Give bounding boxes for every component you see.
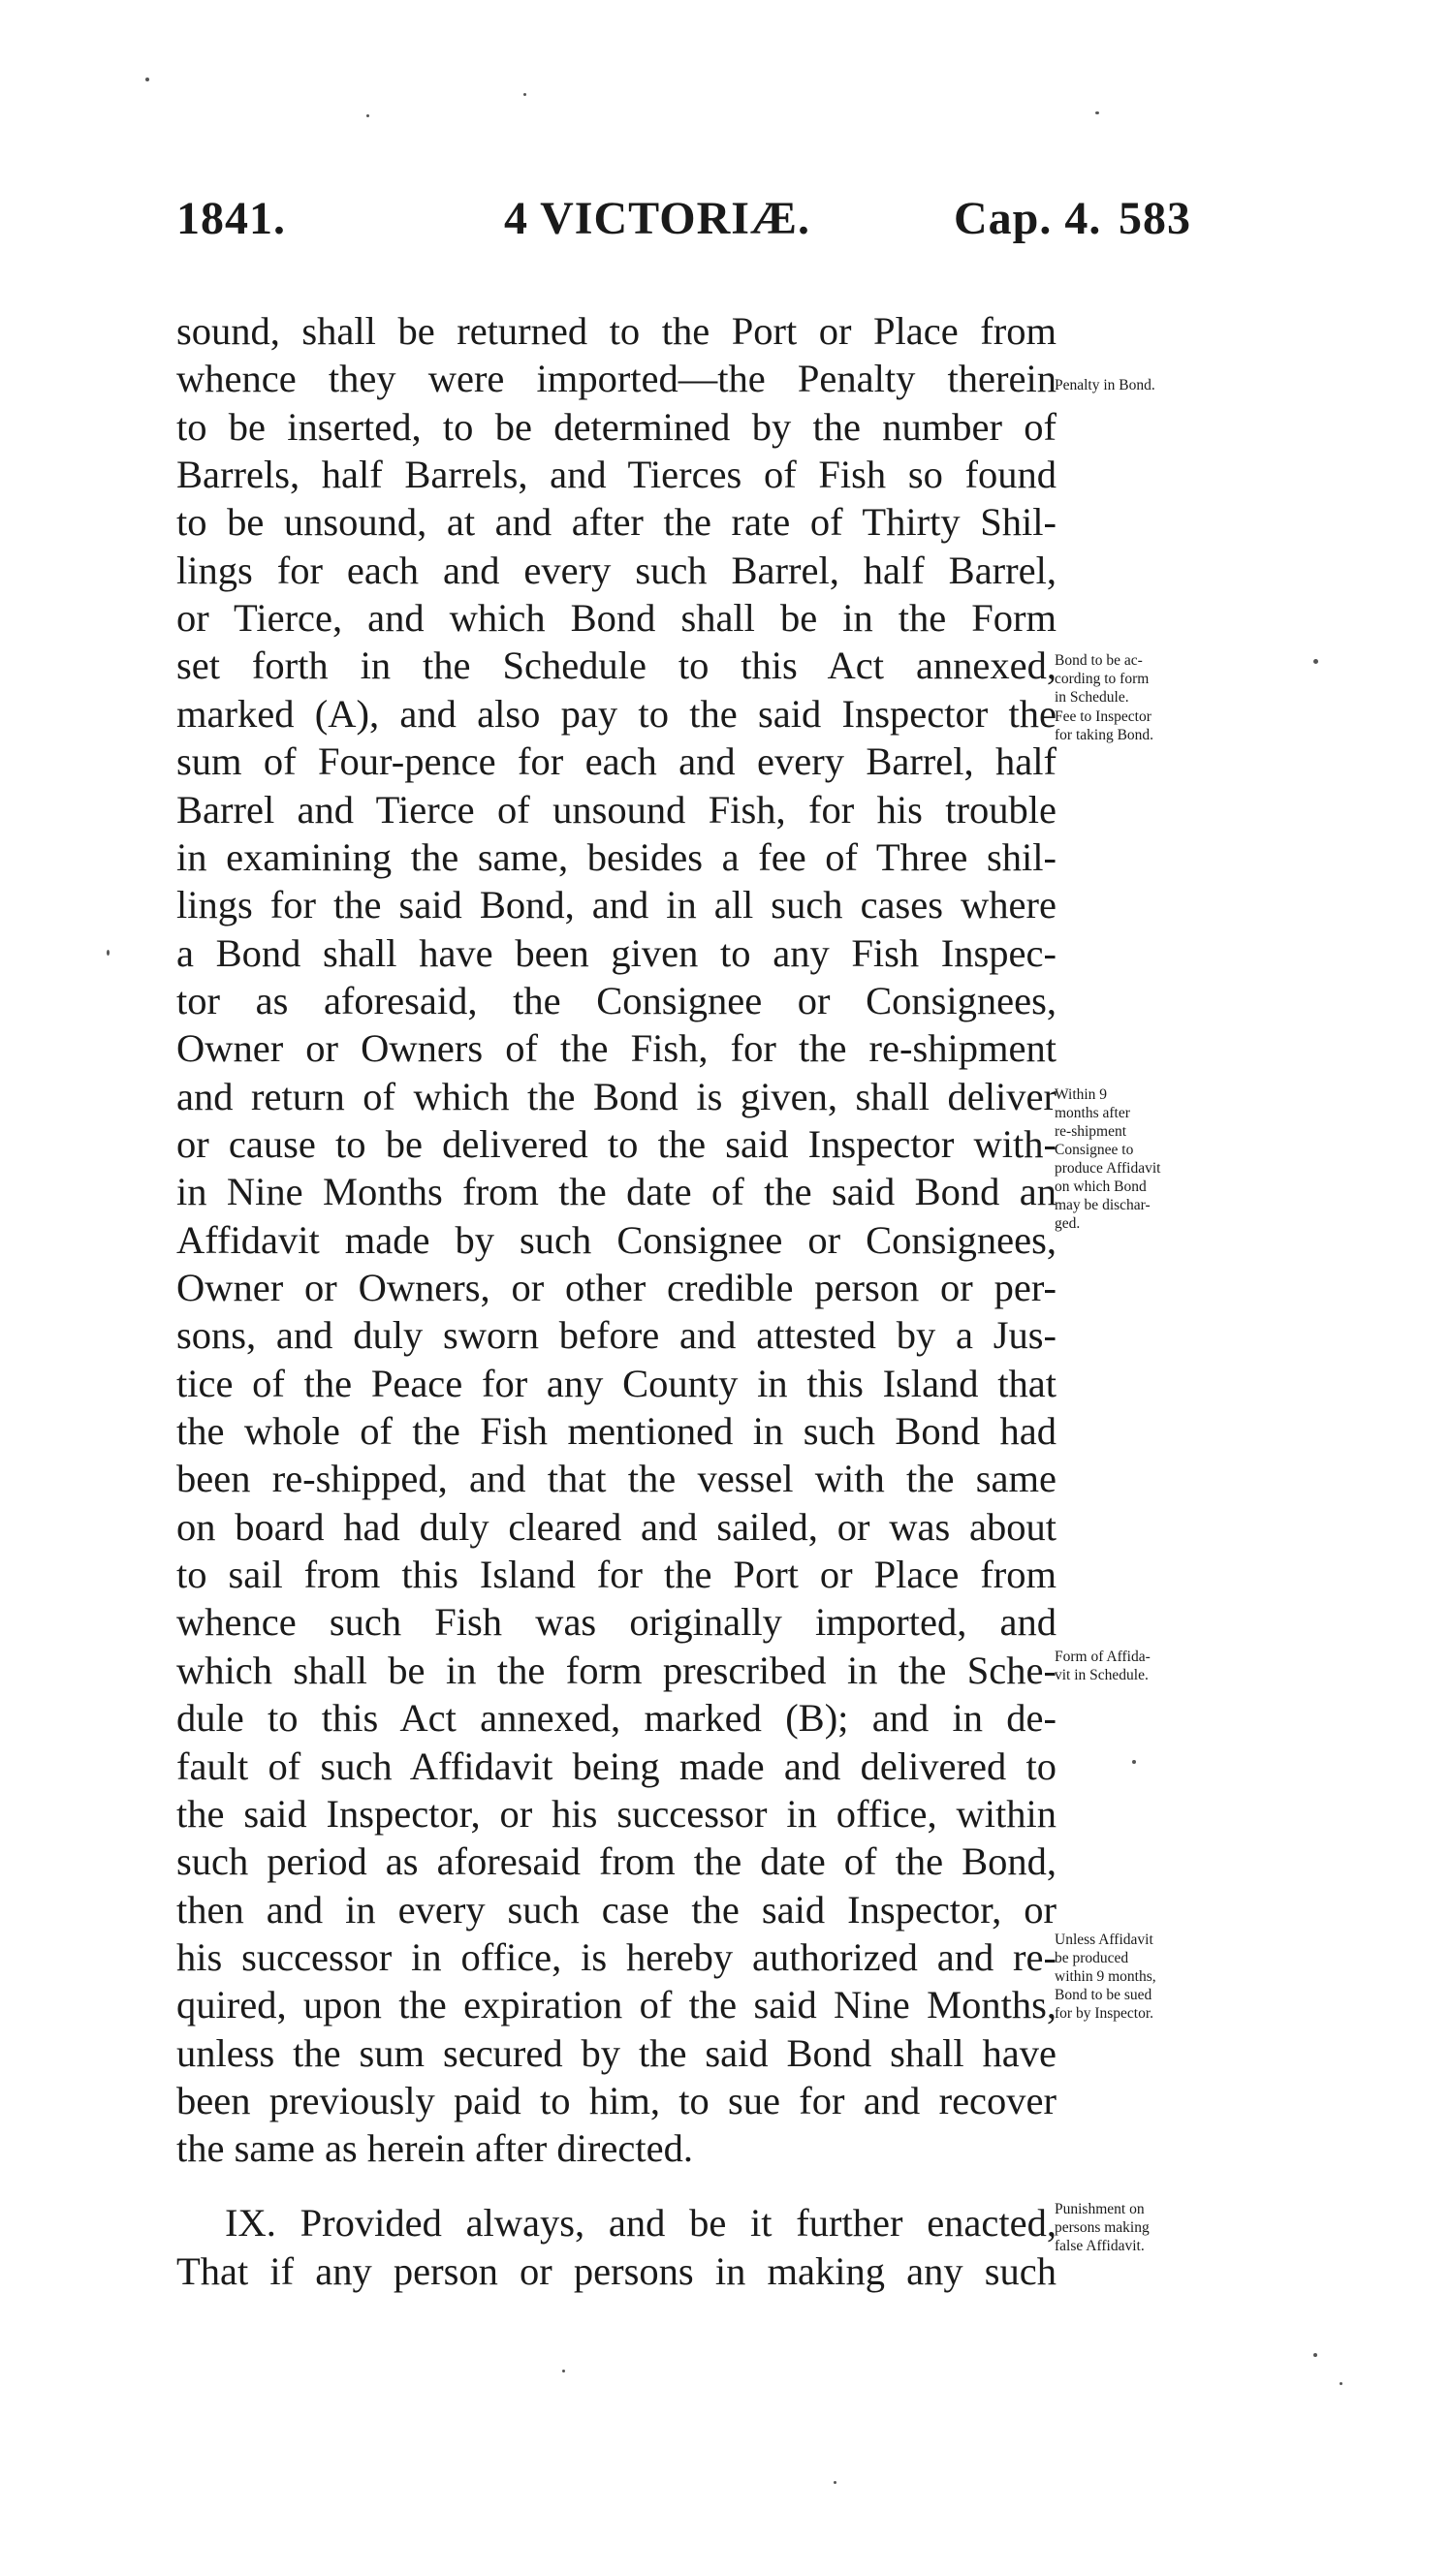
marginal-note [1055, 1648, 1248, 1684]
body-line: the whole of the Fish mentioned in such Bond had [176, 1409, 1057, 1454]
body-line: whence such Fish was originally imported, and [176, 1600, 1057, 1645]
marginal-note-line: Consignee to [1055, 1142, 1134, 1158]
marginal-note-line: Fee to Inspector [1055, 708, 1151, 725]
body-line: a Bond shall have been given to any Fish Inspec- [176, 930, 1057, 975]
body-line: in examining the same, besides a fee of Three shil- [176, 834, 1057, 879]
body-line: or cause to be delivered to the said Inspector with- [176, 1121, 1057, 1166]
body-line: which shall be in the form prescribed in the Sche- [176, 1648, 1057, 1692]
body-line: set forth in the Schedule to this Act annexed, [176, 644, 1057, 688]
marginal-note [1055, 1931, 1248, 2023]
marginal-note-line: Within 9 [1055, 1086, 1108, 1103]
body-line: Barrels, half Barrels, and Tierces of Fish so found [176, 453, 1057, 497]
page-number: 583 [1119, 193, 1191, 244]
marginal-note-line: for taking Bond. [1055, 727, 1154, 743]
body-line: Owner or Owners of the Fish, for the re-shipment [176, 1026, 1057, 1071]
body-line: to be inserted, to be determined by the number of [176, 404, 1057, 449]
body-line: the said Inspector, or his successor in office, within [176, 1791, 1057, 1836]
body-line: to sail from this Island for the Port or Place from [176, 1553, 1057, 1597]
scan-speck [1313, 2353, 1317, 2357]
scan-speck [1095, 111, 1099, 114]
marginal-note-line: Unless Affidavit [1055, 1932, 1153, 1948]
body-line: fault of such Affidavit being made and delivered to [176, 1744, 1057, 1788]
body-line: sound, shall be returned to the Port or Place from [176, 309, 1057, 353]
body-line: sons, and duly sworn before and attested by a Jus- [176, 1313, 1057, 1358]
marginal-note-line: vit in Schedule. [1055, 1667, 1149, 1683]
body-line: whence they were imported—the Penalty therein [176, 357, 1057, 401]
body-line: lings for the said Bond, and in all such cases where [176, 883, 1057, 927]
marginal-note-line: ged. [1055, 1215, 1081, 1232]
scan-speck [523, 93, 526, 96]
body-line: Owner or Owners, or other credible person or per- [176, 1266, 1057, 1309]
marginal-note-line: months after [1055, 1105, 1130, 1121]
body-line: been previously paid to him, to sue for and recover [176, 2078, 1057, 2122]
header-title: 4 VICTORIÆ. [504, 193, 810, 244]
body-line: tor as aforesaid, the Consignee or Consignees, [176, 978, 1057, 1022]
body-line: and return of which the Bond is given, shall deliver [176, 1074, 1057, 1118]
marginal-note-line: within 9 months, [1055, 1968, 1156, 1985]
marginal-note-line: Punishment on [1055, 2201, 1145, 2217]
section-line: That if any person or persons in making any such [176, 2249, 1057, 2293]
body-line: been re-shipped, and that the vessel with the same [176, 1457, 1057, 1501]
body-line: lings for each and every such Barrel, half Barrel, [176, 548, 1057, 592]
marginal-note-line: in Schedule. [1055, 689, 1129, 706]
marginal-note-line: Form of Affida- [1055, 1649, 1151, 1665]
header-year: 1841. [176, 193, 286, 244]
body-line: Affidavit made by such Consignee or Consignees, [176, 1217, 1057, 1262]
marginal-note-line: on which Bond [1055, 1178, 1147, 1195]
marginal-note-line: cording to form [1055, 671, 1150, 687]
body-line: sum of Four-pence for each and every Barrel, half [176, 739, 1057, 784]
scan-speck [834, 2481, 836, 2484]
body-line: unless the sum secured by the said Bond shall have [176, 2030, 1057, 2075]
scan-speck [1340, 2382, 1342, 2385]
body-line: then and in every such case the said Inspector, or [176, 1887, 1057, 1932]
scan-speck [1132, 1760, 1136, 1764]
marginal-note-line: re-shipment [1055, 1123, 1127, 1140]
marginal-note-line: produce Affidavit [1055, 1160, 1161, 1177]
marginal-note [1055, 651, 1248, 707]
body-line: in Nine Months from the date of the said Bond an [176, 1170, 1057, 1214]
body-line: such period as aforesaid from the date of the Bond, [176, 1839, 1057, 1884]
marginal-note-line: Bond to be sued [1055, 1987, 1152, 2003]
marginal-note [1055, 1085, 1248, 1233]
body-line: his successor in office, is hereby authorized and re- [176, 1934, 1057, 1979]
body-line: Barrel and Tierce of unsound Fish, for his trouble [176, 787, 1057, 832]
marginal-note-line: Penalty in Bond. [1055, 377, 1155, 393]
marginal-note-line: for by Inspector. [1055, 2005, 1154, 2022]
body-line: dule to this Act annexed, marked (B); and in de- [176, 1696, 1057, 1741]
marginal-note [1055, 707, 1248, 744]
scan-speck [145, 78, 149, 81]
marginal-note-line: may be dischar- [1055, 1197, 1151, 1213]
marginal-note-line: Bond to be ac- [1055, 652, 1143, 669]
scan-speck [1313, 659, 1318, 664]
body-line: quired, upon the expiration of the said Nine Months, [176, 1983, 1057, 2027]
running-header [0, 192, 1451, 250]
marginal-note-line: be produced [1055, 1950, 1129, 1966]
scan-speck [107, 950, 110, 956]
body-line: tice of the Peace for any County in this Island that [176, 1361, 1057, 1405]
header-chapter: Cap. 4. [954, 193, 1102, 244]
body-line: to be unsound, at and after the rate of Thirty Shil- [176, 500, 1057, 545]
body-line: marked (A), and also pay to the said Inspector the [176, 691, 1057, 736]
marginal-note [1055, 2200, 1248, 2255]
body-line: or Tierce, and which Bond shall be in the Form [176, 596, 1057, 641]
section-heading-line: IX. Provided always, and be it further enacted, [225, 2201, 1057, 2245]
marginal-note-line: persons making [1055, 2219, 1150, 2236]
body-line: the same as herein after directed. [176, 2126, 693, 2171]
body-line: on board had duly cleared and sailed, or was about [176, 1504, 1057, 1549]
marginal-note [1055, 376, 1248, 394]
scan-speck [366, 114, 369, 117]
marginal-note-line: false Affidavit. [1055, 2238, 1145, 2254]
scan-speck [562, 2370, 565, 2372]
